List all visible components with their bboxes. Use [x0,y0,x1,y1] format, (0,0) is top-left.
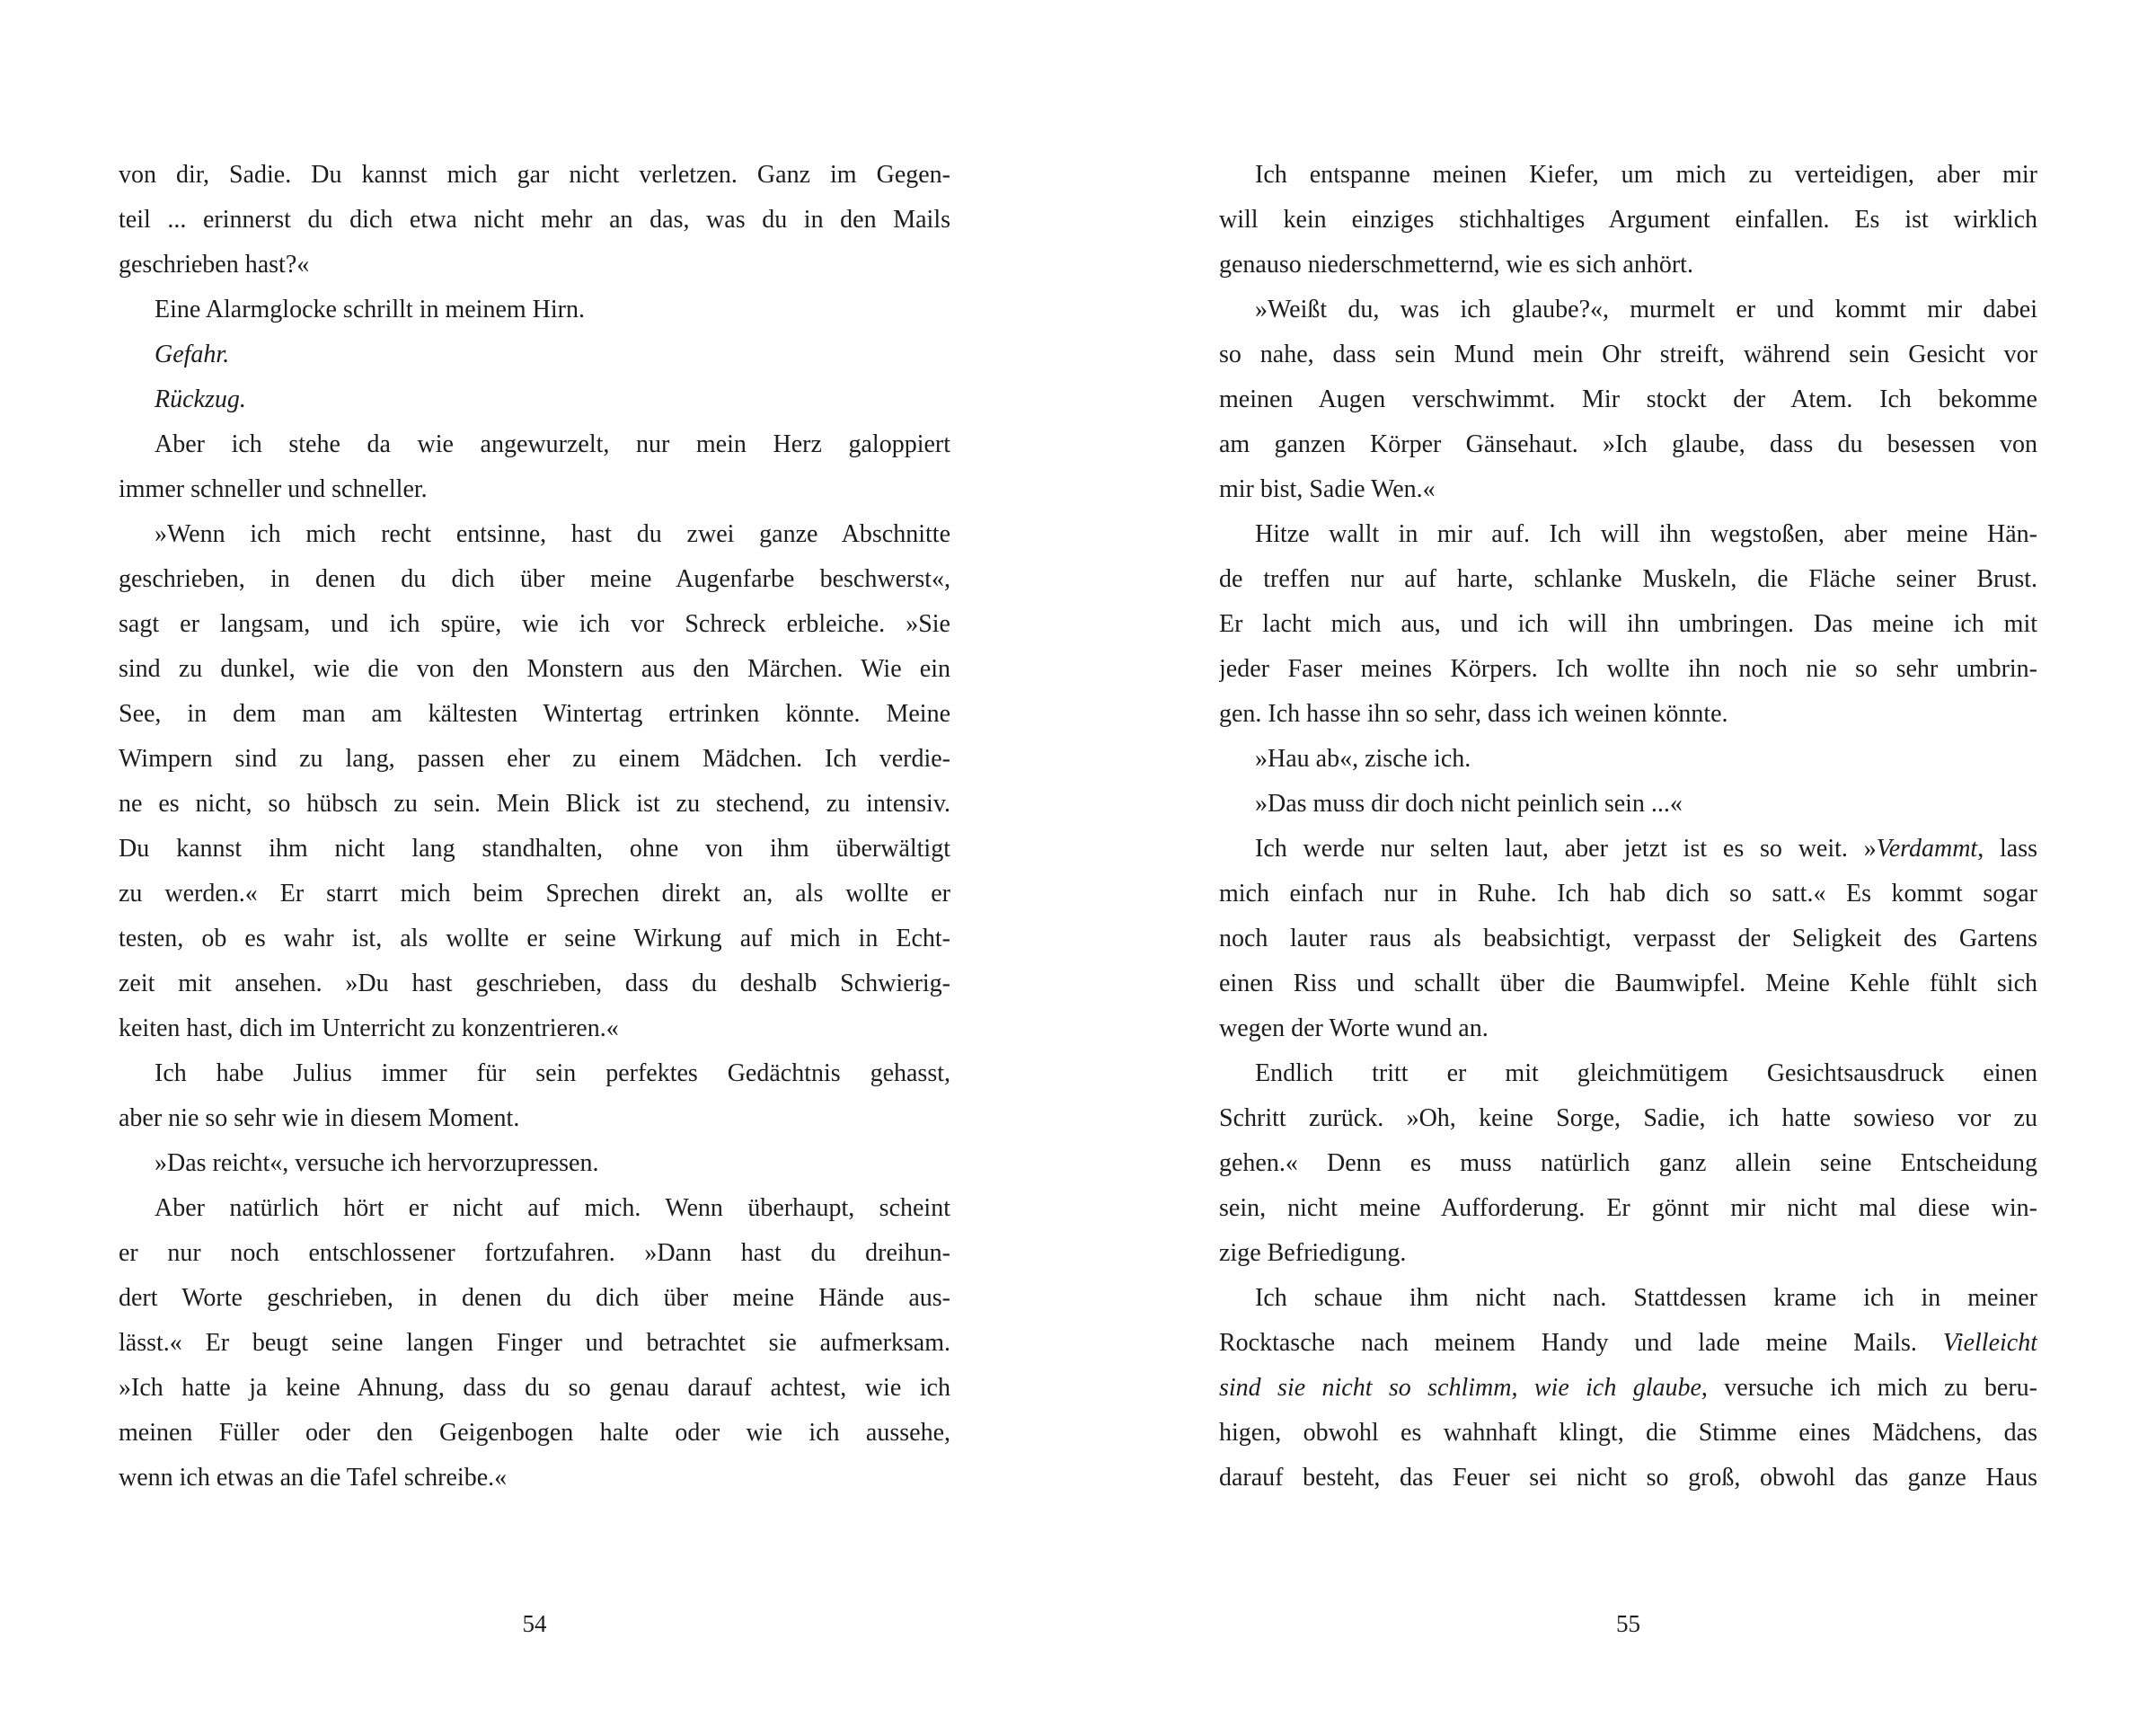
text-segment: Eine Alarmglocke schrillt in meinem Hirn. [155,296,585,323]
page-number: 54 [522,1610,547,1637]
text-segment: so nahe, dass sein Mund mein Ohr streift, während sein Gesicht vor [1219,341,2037,368]
text-line [119,467,950,512]
paragraph [119,153,950,288]
text-line [1219,153,2037,198]
text-segment: sagt er langsam, und ich spüre, wie ich vor Schreck erbleiche. »Sie [119,610,950,638]
paragraph [119,422,950,512]
text-line [1219,737,2037,782]
paragraph [1219,782,2037,827]
text-segment: genauso niederschmetternd, wie es sich anhört. [1219,251,1693,279]
paragraph [1219,827,2037,1051]
paragraph [119,1186,950,1501]
text-segment: Schritt zurück. »Oh, keine Sorge, Sadie, ich hatte sowieso vor zu [1219,1104,2037,1132]
text-line [1219,827,2037,872]
text-segment: mich einfach nur in Ruhe. Ich hab dich so satt.« Es kommt sogar [1219,880,2037,908]
paragraph [1219,512,2037,737]
text-segment: Du kannst ihm nicht lang standhalten, ohne von ihm überwältigt [119,835,950,863]
text-line [119,782,950,827]
text-line [119,512,950,557]
text-segment: am ganzen Körper Gänsehaut. »Ich glaube, dass du besessen von [1219,430,2037,458]
italic-text: Vielleicht [1942,1329,2037,1357]
text-line [1219,917,2037,961]
text-segment: geschrieben, in denen du dich über meine Augenfarbe beschwerst«, [119,565,950,593]
text-line [119,557,950,602]
paragraph [1219,1051,2037,1276]
text-line [1219,422,2037,467]
text-segment: testen, ob es wahr ist, als wollte er seine Wirkung auf mich in Echt- [119,925,950,952]
text-segment: sind zu dunkel, wie die von den Monstern aus den Märchen. Wie ein [119,655,950,683]
paragraph [119,512,950,1051]
text-segment: darauf besteht, das Feuer sei nicht so groß, obwohl das ganze Haus [1219,1464,2037,1492]
text-line [119,1006,950,1051]
page-text [1219,153,2037,1501]
text-line [119,1276,950,1321]
text-segment: »Wenn ich mich recht entsinne, hast du zwei ganze Abschnitte [155,520,950,548]
paragraph [119,1141,950,1186]
paragraph [1219,737,2037,782]
text-segment: jeder Faser meines Körpers. Ich wollte ihn noch nie so sehr umbrin- [1219,655,2037,683]
paragraph [1219,1276,2037,1501]
text-line [1219,1006,2037,1051]
text-segment: »Weißt du, was ich glaube?«, murmelt er und kommt mir dabei [1255,296,2037,323]
text-line [1219,692,2037,737]
text-segment: Endlich tritt er mit gleichmütigem Gesichtsausdruck einen [1255,1059,2037,1087]
text-segment: teil ... erinnerst du dich etwa nicht mehr an das, was du in den Mails [119,206,950,234]
text-segment: er nur noch entschlossener fortzufahren. »Dann hast du dreihun- [119,1239,950,1267]
text-line [119,153,950,198]
text-line [119,243,950,288]
text-line [1219,467,2037,512]
italic-text: Rückzug. [155,385,246,413]
text-segment: Ich entspanne meinen Kiefer, um mich zu verteidigen, aber mir [1255,161,2037,189]
text-line [1219,512,2037,557]
text-line [119,1096,950,1141]
text-segment: wegen der Worte wund an. [1219,1014,1489,1042]
text-line [1219,1186,2037,1231]
text-segment: sein, nicht meine Aufforderung. Er gönnt mir nicht mal diese win- [1219,1194,2037,1222]
text-line [1219,1051,2037,1096]
text-line [1219,198,2037,243]
text-line [119,1186,950,1231]
text-segment: , versuche ich mich zu beru- [1701,1374,2037,1402]
text-line [1219,377,2037,422]
text-segment: dert Worte geschrieben, in denen du dich über meine Hände aus- [119,1284,950,1312]
text-segment: Aber natürlich hört er nicht auf mich. Wenn überhaupt, scheint [155,1194,950,1222]
text-line [1219,1276,2037,1321]
text-line [119,1366,950,1411]
text-segment: , lass [1977,835,2037,863]
text-line [119,1051,950,1096]
text-segment: »Ich hatte ja keine Ahnung, dass du so genau darauf achtest, wie ich [119,1374,950,1402]
text-line [1219,1321,2037,1366]
italic-text: Verdammt [1876,835,1978,863]
text-segment: noch lauter raus als beabsichtigt, verpasst der Seligkeit des Gartens [1219,925,2037,952]
text-line [119,1456,950,1501]
text-line [119,692,950,737]
text-line [1219,1231,2037,1276]
text-line [119,737,950,782]
text-segment: higen, obwohl es wahnhaft klingt, die Stimme eines Mädchens, das [1219,1419,2037,1447]
text-line [1219,1096,2037,1141]
text-segment: meinen Füller oder den Geigenbogen halte oder wie ich aussehe, [119,1419,950,1447]
text-segment: einen Riss und schallt über die Baumwipfel. Meine Kehle fühlt sich [1219,970,2037,997]
italic-text: Gefahr. [155,341,230,368]
page-left [119,0,950,1718]
text-line [119,917,950,961]
text-line [119,198,950,243]
paragraph [1219,288,2037,512]
text-line [1219,1366,2037,1411]
text-segment: Er lacht mich aus, und ich will ihn umbringen. Das meine ich mit [1219,610,2037,638]
text-line [119,422,950,467]
text-segment: Ich schaue ihm nicht nach. Stattdessen krame ich in meiner [1255,1284,2037,1312]
paragraph [119,377,950,422]
text-line [1219,1141,2037,1186]
text-segment: »Hau ab«, zische ich. [1255,745,1471,773]
text-segment: Ich habe Julius immer für sein perfektes Gedächtnis gehasst, [155,1059,950,1087]
text-segment: gehen.« Denn es muss natürlich ganz allein seine Entscheidung [1219,1149,2037,1177]
text-segment: Rocktasche nach meinem Handy und lade meine Mails. [1219,1329,1943,1357]
text-line [119,827,950,872]
page-right [1219,0,2037,1718]
text-segment: zige Befriedigung. [1219,1239,1407,1267]
text-line [1219,1456,2037,1501]
text-line [119,602,950,647]
text-segment: keiten hast, dich im Unterricht zu konzentrieren.« [119,1014,619,1042]
text-line [119,1141,950,1186]
text-line [1219,288,2037,332]
text-line [119,961,950,1006]
text-segment: geschrieben hast?« [119,251,310,279]
text-line [1219,782,2037,827]
text-line [1219,1411,2037,1456]
text-segment: See, in dem man am kältesten Wintertag ertrinken könnte. Meine [119,700,950,728]
text-segment: aber nie so sehr wie in diesem Moment. [119,1104,520,1132]
text-segment: wenn ich etwas an die Tafel schreibe.« [119,1464,508,1492]
text-segment: will kein einziges stichhaltiges Argument einfallen. Es ist wirklich [1219,206,2037,234]
text-segment: Hitze wallt in mir auf. Ich will ihn wegstoßen, aber meine Hän- [1255,520,2037,548]
paragraph [119,288,950,332]
text-line [1219,557,2037,602]
text-segment: immer schneller und schneller. [119,475,428,503]
paragraph [119,332,950,377]
paragraph [119,1051,950,1141]
text-line [119,377,950,422]
text-line [119,872,950,917]
text-segment: Aber ich stehe da wie angewurzelt, nur mein Herz galoppiert [155,430,950,458]
text-segment: zu werden.« Er starrt mich beim Sprechen direkt an, als wollte er [119,880,950,908]
paragraph [1219,153,2037,288]
text-line [1219,647,2037,692]
text-segment: »Das muss dir doch nicht peinlich sein ...« [1255,790,1683,818]
text-segment: gen. Ich hasse ihn so sehr, dass ich weinen könnte. [1219,700,1728,728]
text-line [1219,602,2037,647]
text-line [1219,243,2037,288]
text-segment: Ich werde nur selten laut, aber jetzt ist es so weit. » [1255,835,1877,863]
text-line [119,1321,950,1366]
text-line [119,1411,950,1456]
text-segment: mir bist, Sadie Wen.« [1219,475,1436,503]
text-segment: von dir, Sadie. Du kannst mich gar nicht verletzen. Ganz im Gegen- [119,161,950,189]
text-line [119,647,950,692]
text-segment: de treffen nur auf harte, schlanke Muskeln, die Fläche seiner Brust. [1219,565,2037,593]
text-line [119,288,950,332]
page-number: 55 [1616,1610,1640,1637]
text-segment: Wimpern sind zu lang, passen eher zu einem Mädchen. Ich verdie- [119,745,950,773]
page-text [119,153,950,1501]
text-line [119,332,950,377]
text-segment: ne es nicht, so hübsch zu sein. Mein Blick ist zu stechend, zu intensiv. [119,790,950,818]
text-line [119,1231,950,1276]
text-line [1219,332,2037,377]
text-line [1219,872,2037,917]
text-segment: zeit mit ansehen. »Du hast geschrieben, dass du deshalb Schwierig- [119,970,950,997]
text-segment: lässt.« Er beugt seine langen Finger und betrachtet sie aufmerksam. [119,1329,950,1357]
text-segment: »Das reicht«, versuche ich hervorzupressen. [155,1149,599,1177]
italic-text: sind sie nicht so schlimm, wie ich glaube [1219,1374,1701,1402]
text-segment: meinen Augen verschwimmt. Mir stockt der Atem. Ich bekomme [1219,385,2037,413]
text-line [1219,961,2037,1006]
